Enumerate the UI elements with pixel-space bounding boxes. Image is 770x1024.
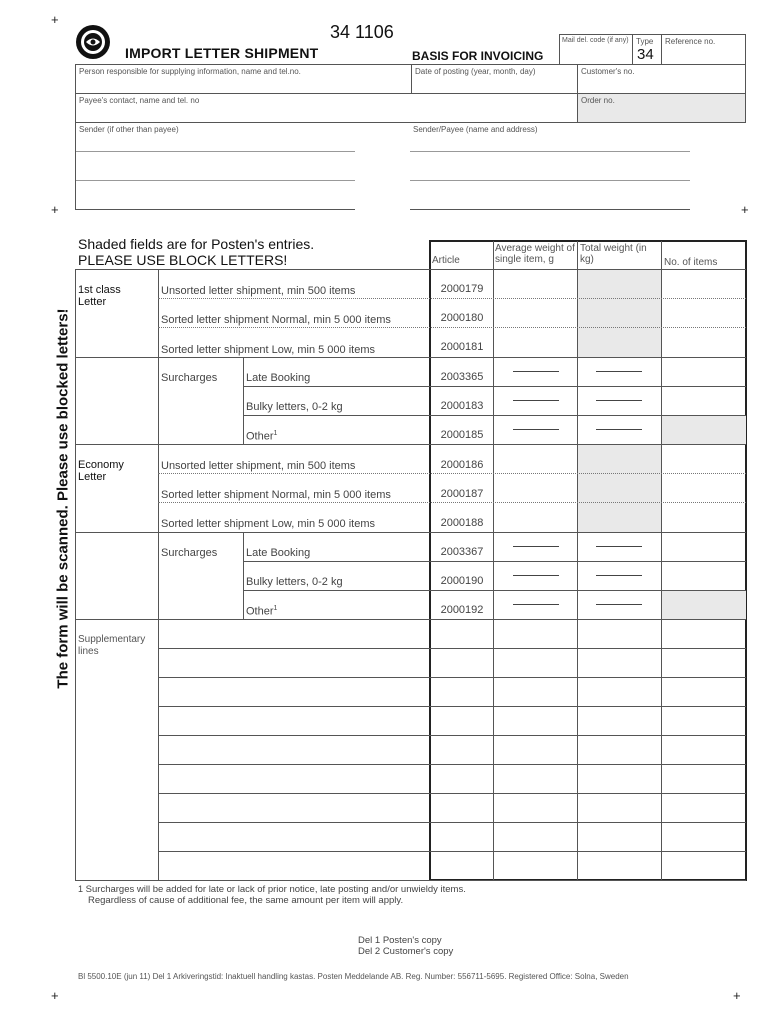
- person-responsible-field[interactable]: [75, 64, 412, 94]
- row-label-other: [246, 605, 277, 618]
- row-label: Sorted letter shipment Normal, min 5 000 items: [161, 489, 391, 501]
- registration-mark: +: [741, 202, 749, 217]
- header-row-line: [75, 269, 746, 270]
- footnote-ref: 1: [273, 605, 278, 612]
- footnote-line-2: Regardless of cause of additional fee, the same amount per item will apply.: [88, 895, 404, 906]
- entry-dash: [596, 400, 642, 401]
- row-line: [158, 822, 746, 823]
- article-number: 2003367: [440, 546, 484, 558]
- shaded-cell: [662, 590, 746, 619]
- instruction-shaded: Shaded fields are for Posten's entries.: [78, 236, 315, 252]
- surcharges-label: Surcharges: [161, 372, 218, 384]
- copy-label-2: Del 2 Customer's copy: [358, 946, 454, 957]
- row-line: [243, 561, 746, 562]
- payee-contact-label: Payee's contact, name and tel. no: [79, 96, 200, 105]
- row-label: Late Booking: [246, 372, 311, 384]
- imprint: Bl 5500.10E (jun 11) Del 1 Arkiveringstid: Inaktuell handling kastas. Posten Meddelande AB. Reg. Number: 556711-5695. Registered Office: Solna, Sweden: [78, 972, 629, 981]
- row-line: [158, 648, 746, 649]
- row-line: [158, 793, 746, 794]
- article-number: 2000190: [440, 575, 484, 587]
- article-number: 2000180: [440, 312, 484, 324]
- row-line: [158, 706, 746, 707]
- reference-box[interactable]: [661, 34, 746, 65]
- customer-no-field[interactable]: [577, 64, 746, 94]
- date-of-posting-label: Date of posting (year, month, day): [415, 67, 536, 76]
- page-title: IMPORT LETTER SHIPMENT: [125, 45, 319, 61]
- article-number: 2000181: [440, 341, 484, 353]
- footnote: [78, 884, 466, 895]
- section-divider: [75, 269, 76, 880]
- article-number: 2000183: [440, 400, 484, 412]
- row-line: [158, 764, 746, 765]
- row-label: Bulky letters, 0-2 kg: [246, 401, 343, 413]
- invoice-basis-title: BASIS FOR INVOICING: [412, 49, 544, 63]
- entry-dash: [513, 371, 559, 372]
- reference-label: Reference no.: [665, 37, 716, 46]
- row-line: [158, 851, 746, 852]
- row-label-other: [246, 430, 277, 443]
- row-line: [158, 473, 746, 474]
- row-line: [158, 502, 746, 503]
- sender-field[interactable]: [75, 122, 355, 210]
- shaded-cell: [578, 269, 662, 357]
- row-line: [75, 880, 746, 881]
- col-header-article: Article: [432, 255, 460, 266]
- date-of-posting-field[interactable]: [411, 64, 578, 94]
- row-label: Unsorted letter shipment, min 500 items: [161, 285, 356, 297]
- row-label: Other: [246, 430, 274, 443]
- row-line: [158, 735, 746, 736]
- divider: [76, 180, 355, 181]
- row-line: [243, 386, 746, 387]
- order-no-label: Order no.: [581, 96, 615, 105]
- section-label-1st-class: 1st class Letter: [78, 284, 121, 308]
- form-number: 34 1106: [330, 22, 394, 42]
- row-label: Sorted letter shipment Normal, min 5 000 items: [161, 314, 391, 326]
- row-line: [158, 677, 746, 678]
- divider: [76, 151, 355, 152]
- article-number: 2000186: [440, 459, 484, 471]
- entry-dash: [513, 400, 559, 401]
- type-value: 34: [637, 46, 654, 63]
- row-label: Sorted letter shipment Low, min 5 000 items: [161, 344, 375, 356]
- article-number: 2000192: [440, 604, 484, 616]
- article-number: 2000187: [440, 488, 484, 500]
- type-box: [632, 34, 662, 65]
- entry-dash: [596, 429, 642, 430]
- col-header-no-items: No. of items: [664, 257, 718, 268]
- mail-del-code-label: Mail del. code (if any): [562, 37, 629, 44]
- row-line: [75, 357, 746, 358]
- entry-dash: [596, 371, 642, 372]
- article-number: 2000185: [440, 429, 484, 441]
- registration-mark: +: [733, 988, 741, 1003]
- registration-mark: +: [51, 202, 59, 217]
- section-divider: [243, 532, 244, 619]
- row-line: [75, 444, 746, 445]
- mail-del-code-box[interactable]: [559, 34, 633, 65]
- footnote-mark: 1: [78, 884, 84, 894]
- side-scan-notice-text: The form will be scanned. Please use blocked letters!: [54, 308, 72, 689]
- entry-dash: [596, 575, 642, 576]
- type-label: Type: [636, 37, 654, 46]
- footnote-line-1: Surcharges will be added for late or lack of prior notice, late posting and/or unwieldy items.: [85, 884, 466, 895]
- shaded-cell: [662, 415, 746, 444]
- row-line: [75, 532, 746, 533]
- entry-dash: [513, 429, 559, 430]
- sender-label: Sender (if other than payee): [79, 125, 179, 134]
- sender-payee-field[interactable]: [410, 122, 690, 210]
- registration-mark: +: [51, 988, 59, 1003]
- article-number: 2000188: [440, 517, 484, 529]
- instruction-block-letters: PLEASE USE BLOCK LETTERS!: [78, 252, 288, 268]
- divider: [410, 151, 690, 152]
- row-line: [243, 590, 746, 591]
- surcharges-label: Surcharges: [161, 547, 218, 559]
- divider: [410, 209, 690, 210]
- row-label: Other: [246, 605, 274, 618]
- registration-mark: +: [51, 12, 59, 27]
- row-line: [158, 298, 746, 299]
- entry-dash: [513, 604, 559, 605]
- supplementary-label: Supplementary lines: [78, 634, 146, 657]
- entry-dash: [513, 546, 559, 547]
- divider: [75, 209, 355, 210]
- person-responsible-label: Person responsible for supplying information, name and tel.no.: [79, 67, 301, 76]
- customer-no-label: Customer's no.: [581, 67, 635, 76]
- sender-payee-label: Sender/Payee (name and address): [413, 125, 538, 134]
- section-divider: [243, 357, 244, 444]
- col-header-avg-weight: Average weight of single item, g: [495, 243, 575, 265]
- entry-dash: [596, 546, 642, 547]
- row-line: [75, 619, 746, 620]
- row-label: Late Booking: [246, 547, 311, 559]
- row-label: Sorted letter shipment Low, min 5 000 items: [161, 518, 375, 530]
- posten-logo-icon: [75, 24, 111, 60]
- row-line: [158, 327, 746, 328]
- shaded-cell: [578, 444, 662, 532]
- section-label-economy: Economy Letter: [78, 459, 124, 483]
- row-label: Bulky letters, 0-2 kg: [246, 576, 343, 588]
- col-header-total-weight: Total weight (in kg): [580, 243, 647, 265]
- article-number: 2000179: [440, 283, 484, 295]
- copy-label-1: Del 1 Posten's copy: [358, 935, 442, 946]
- row-label: Unsorted letter shipment, min 500 items: [161, 460, 356, 472]
- article-number: 2003365: [440, 371, 484, 383]
- payee-contact-field[interactable]: [75, 93, 578, 123]
- footnote-ref: 1: [273, 430, 278, 437]
- divider: [410, 180, 690, 181]
- section-divider: [158, 269, 159, 880]
- row-line: [243, 415, 746, 416]
- entry-dash: [596, 604, 642, 605]
- order-no-field: [577, 93, 746, 123]
- entry-dash: [513, 575, 559, 576]
